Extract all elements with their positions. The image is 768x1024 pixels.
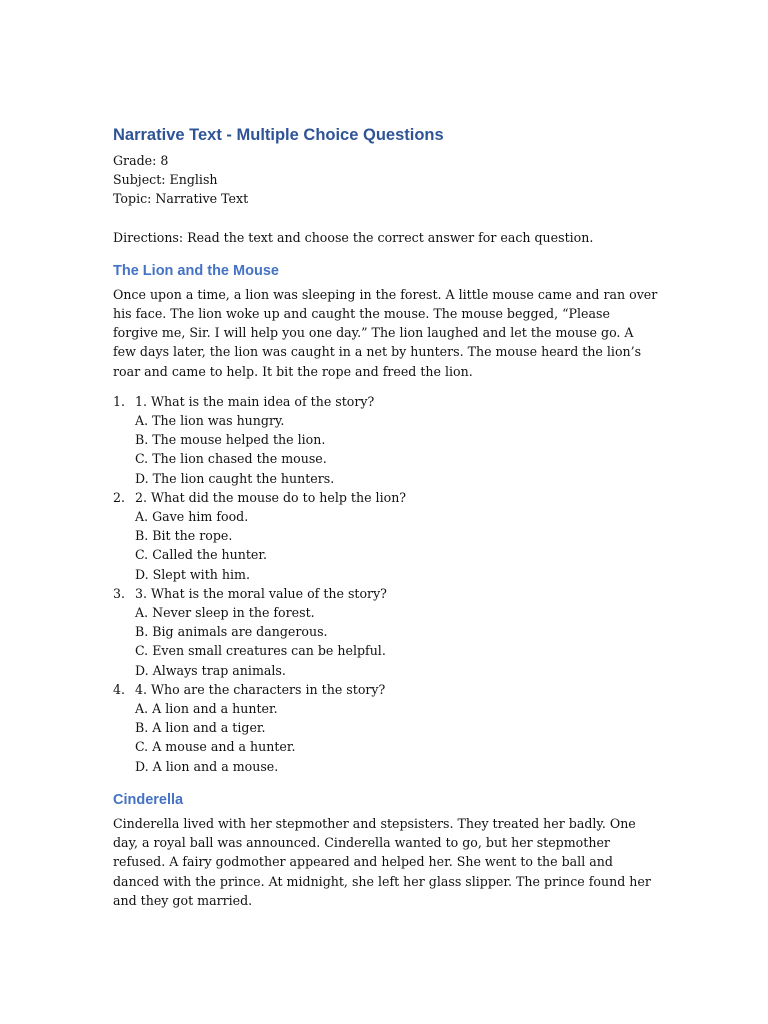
question-list [113,392,658,776]
answer-option: B. The mouse helped the lion. [135,432,326,448]
answer-option: C. Even small creatures can be helpful. [135,643,386,659]
question-item [113,392,658,488]
section-heading-cinderella: Cinderella [113,791,184,808]
question-text: 2. What did the mouse do to help the lion? [135,489,407,505]
answer-option: C. A mouse and a hunter. [135,739,296,755]
answer-option: D. The lion caught the hunters. [135,470,335,486]
grade-line: Grade: 8 [113,153,169,168]
question-text: 1. What is the main idea of the story? [135,393,375,409]
question-number: 3. [113,585,126,601]
passage-lion-mouse: Once upon a time, a lion was sleeping in the forest. A little mouse came and ran over his face. The lion woke up and caught the mouse. The mouse begged, “Please forgive me, Sir. I will help you one day.” The lion laughed and let the mouse go. A few days later, the lion was caught in a net by hunters. The mouse heard the lion’s roar and came to help. It bit the rope and freed the lion. [113,286,658,379]
answer-option: A. Never sleep in the forest. [135,605,315,621]
document-title: Narrative Text - Multiple Choice Questions [113,126,444,144]
passage-cinderella: Cinderella lived with her stepmother and stepsisters. They treated her badly. One day, a royal ball was announced. Cinderella wanted to go, but her stepmother refused. A fairy godmother appeared and helped her. She went to the ball and danced with the prince. At midnight, she left her glass slipper. The prince found her and they got married. [113,815,651,908]
document-content [113,125,658,910]
question-text: 4. Who are the characters in the story? [135,681,386,697]
question-number: 2. [113,489,126,505]
question-item [113,488,658,584]
answer-option: A. Gave him food. [135,509,249,525]
answer-option: C. The lion chased the mouse. [135,451,327,467]
topic-line: Topic: Narrative Text [113,191,249,207]
answer-option: A. The lion was hungry. [135,413,285,429]
answer-option: D. A lion and a mouse. [135,758,279,774]
answer-option: A. A lion and a hunter. [135,701,278,717]
answer-option: D. Always trap animals. [135,662,286,678]
answer-option: D. Slept with him. [135,566,250,582]
answer-option: B. Big animals are dangerous. [135,624,328,640]
section-heading-lion-mouse: The Lion and the Mouse [113,262,279,279]
question-number: 1. [113,393,126,409]
question-number: 4. [113,681,126,697]
question-item [113,680,658,776]
question-text: 3. What is the moral value of the story? [135,585,387,601]
directions-text: Directions: Read the text and choose the correct answer for each question. [113,229,594,245]
answer-option: B. A lion and a tiger. [135,720,266,736]
answer-option: B. Bit the rope. [135,528,233,544]
subject-line: Subject: English [113,172,218,188]
answer-option: C. Called the hunter. [135,547,268,563]
question-item [113,584,658,680]
